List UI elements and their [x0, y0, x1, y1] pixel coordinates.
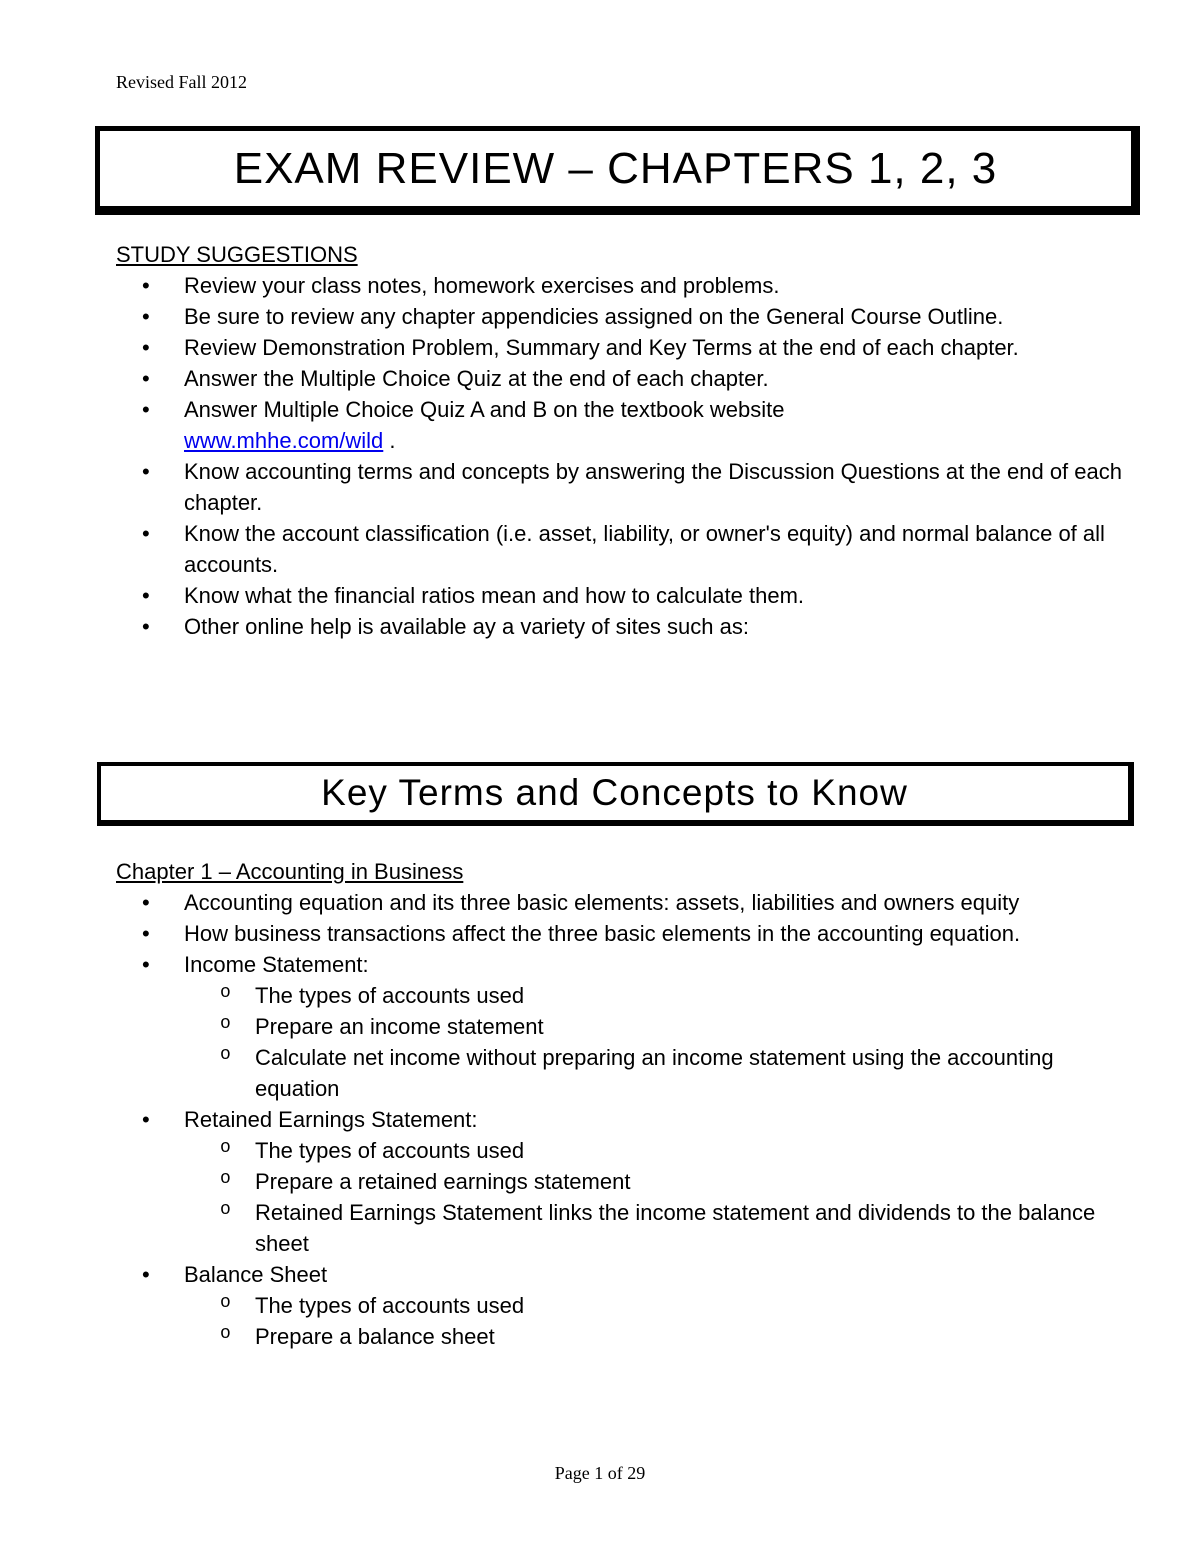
exam-title: EXAM REVIEW – CHAPTERS 1, 2, 3 — [233, 143, 998, 193]
revised-note: Revised Fall 2012 — [116, 72, 247, 92]
list-item: • How business transactions affect the three basic elements in the accounting equation. — [116, 918, 1126, 949]
list-item: • Review your class notes, homework exercises and problems. — [116, 270, 1126, 301]
study-suggestions-heading: STUDY SUGGESTIONS — [116, 242, 358, 267]
income-statement-sublist — [184, 980, 1126, 1104]
list-item: • Answer Multiple Choice Quiz A and B on the textbook website www.mhhe.com/wild . — [116, 394, 1126, 456]
page-number: Page 1 of 29 — [554, 1463, 646, 1483]
textbook-website-link[interactable]: www.mhhe.com/wild — [184, 428, 384, 453]
sub-list-item: o Calculate net income without preparing an income statement using the accounting equation — [184, 1042, 1126, 1104]
exam-title-box — [95, 126, 1140, 215]
chapter-1-list — [116, 887, 1126, 1352]
sub-list-item: o The types of accounts used — [184, 1135, 1126, 1166]
list-item: • Income Statement: o The types of accounts used o Prepare an income statement o Calculate net income without preparing an income statement using the accounting equation — [116, 949, 1126, 1104]
list-item: • Know the account classification (i.e. asset, liability, or owner's equity) and normal balance of all accounts. — [116, 518, 1126, 580]
sub-list-item: o Retained Earnings Statement links the income statement and dividends to the balance sheet — [184, 1197, 1126, 1259]
list-item: • Be sure to review any chapter appendicies assigned on the General Course Outline. — [116, 301, 1126, 332]
sub-list-item: o Prepare an income statement — [184, 1011, 1126, 1042]
list-item: • Retained Earnings Statement: o The types of accounts used o Prepare a retained earnings statement o Retained Earnings Statement links the income statement and dividends to the balance sheet — [116, 1104, 1126, 1259]
list-item: • Balance Sheet o The types of accounts used o Prepare a balance sheet — [116, 1259, 1126, 1352]
list-item: • Know accounting terms and concepts by answering the Discussion Questions at the end of each chapter. — [116, 456, 1126, 518]
chapter-1-title: Chapter 1 – Accounting in Business — [116, 859, 464, 884]
list-item: • Know what the financial ratios mean and how to calculate them. — [116, 580, 1126, 611]
list-item: • Review Demonstration Problem, Summary and Key Terms at the end of each chapter. — [116, 332, 1126, 363]
key-terms-heading: Key Terms and Concepts to Know — [321, 772, 908, 813]
balance-sheet-sublist — [184, 1290, 1126, 1352]
list-item: • Other online help is available ay a variety of sites such as: — [116, 611, 1126, 642]
sub-list-item: o Prepare a retained earnings statement — [184, 1166, 1126, 1197]
retained-earnings-sublist — [184, 1135, 1126, 1259]
sub-list-item: o The types of accounts used — [184, 1290, 1126, 1321]
sub-list-item: o The types of accounts used — [184, 980, 1126, 1011]
sub-list-item: o Prepare a balance sheet — [184, 1321, 1126, 1352]
list-item: • Answer the Multiple Choice Quiz at the end of each chapter. — [116, 363, 1126, 394]
list-item: • Accounting equation and its three basic elements: assets, liabilities and owners equity — [116, 887, 1126, 918]
key-terms-box — [97, 762, 1134, 826]
study-suggestions-list — [116, 270, 1126, 642]
